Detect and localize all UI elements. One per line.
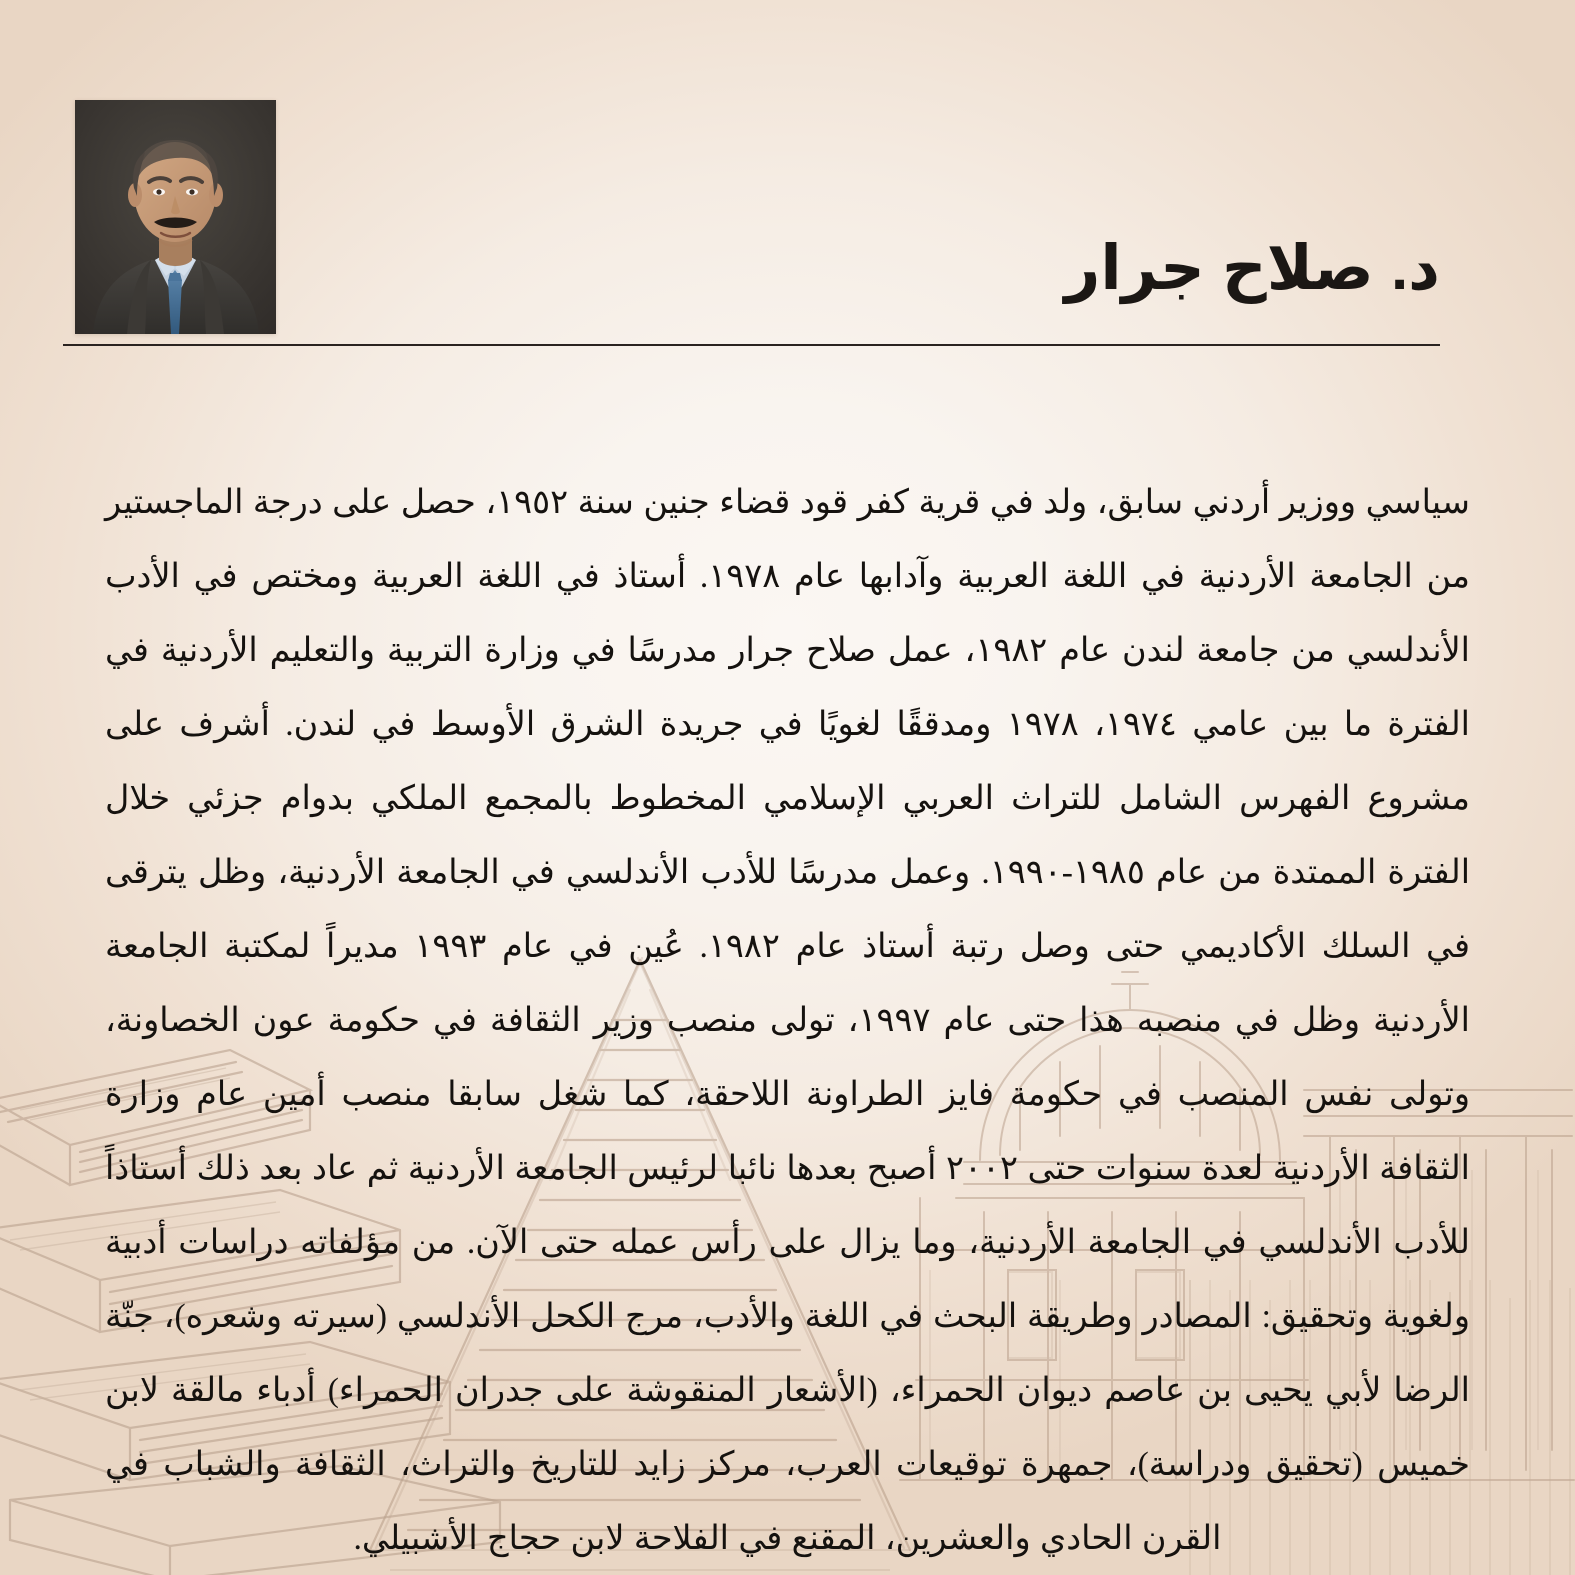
biography-text: سياسي ووزير أردني سابق، ولد في قرية كفر قود قضاء جنين سنة ١٩٥٢، حصل على درجة الماجستير من الجامعة الأردنية في اللغة العربية وآدابها عام ١٩٧٨. أستاذ في اللغة العربية ومختص في الأدب الأندلسي من جامعة لندن عام ١٩٨٢، عمل صلاح جرار مدرسًا في وزارة التربية والتعليم الأردنية في الفترة ما بين عامي ١٩٧٤، ١٩٧٨ ومدققًا لغويًا في جريدة الشرق الأوسط في لندن. أشرف على مشروع الفهرس الشامل للتراث العربي الإسلامي المخطوط بالمجمع الملكي بدوام جزئي خلال الفترة الممتدة من عام ١٩٨٥-١٩٩٠. وعمل مدرسًا للأدب الأندلسي في الجامعة الأردنية، وظل يترقى في السلك الأكاديمي حتى وصل رتبة أستاذ عام ١٩٨٢. عُين في عام ١٩٩٣ مديراً لمكتبة الجامعة الأردنية وظل في منصبه هذا حتى عام ١٩٩٧، تولى منصب وزير الثقافة في حكومة عون الخصاونة، وتولى نفس المنصب في حكومة فايز الطراونة اللاحقة، كما شغل سابقا منصب أمين عام وزارة الثقافة الأردنية لعدة سنوات حتى ٢٠٠٢ أصبح بعدها نائبا لرئيس الجامعة الأردنية ثم عاد بعد ذلك أستاذاً للأدب الأندلسي في الجامعة الأردنية، وما يزال على رأس عمله حتى الآن. من مؤلفاته دراسات أدبية ولغوية وتحقيق: المصادر وطريقة البحث في اللغة والأدب، مرج الكحل الأندلسي (سيرته وشعره)، جنّة الرضا لأبي يحيى بن عاصم ديوان الحمراء، (الأشعار المنقوشة على جدران الحمراء) أدباء مالقة لابن خميس (تحقيق ودراسة)، جمهرة توقيعات العرب، مركز زايد للتاريخ والتراث، الثقافة والشباب في القرن الحادي والعشرين، المقنع في الفلاحة لابن حجاج الأشبيلي. bbox=[105, 483, 1471, 1557]
page-title: د. صلاح جرار bbox=[1064, 234, 1440, 304]
header-divider bbox=[63, 344, 1440, 346]
page-title-row bbox=[135, 234, 1440, 345]
